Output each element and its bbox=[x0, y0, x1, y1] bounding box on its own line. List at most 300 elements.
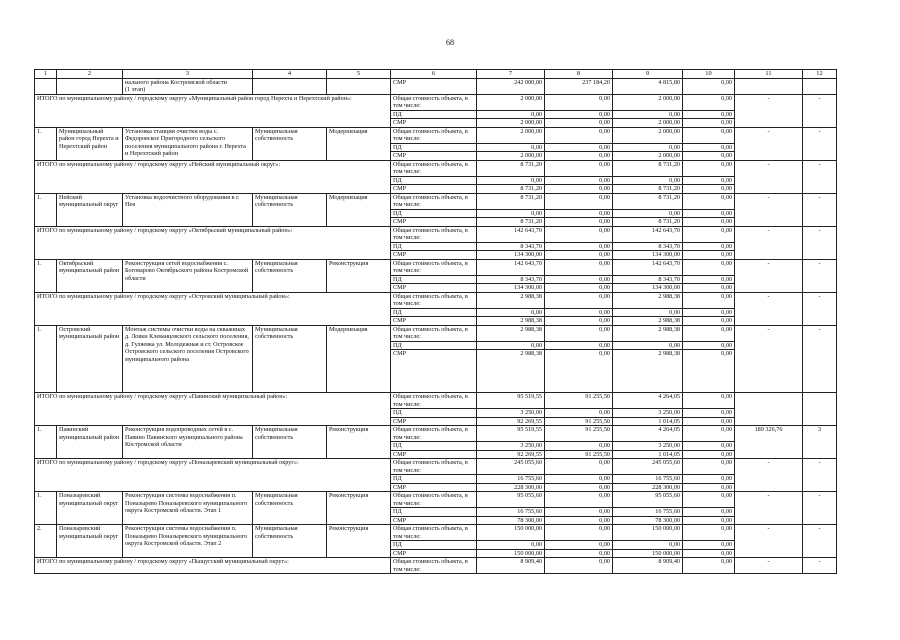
table-cell: Поназыревский муниципальный округ bbox=[57, 492, 123, 525]
table-cell: 228 300,00 bbox=[613, 483, 683, 492]
table-cell: - bbox=[803, 193, 837, 226]
table-cell: Общая стоимость объекта, в том числе: bbox=[391, 127, 477, 143]
table-cell: 16 755,60 bbox=[613, 508, 683, 517]
table-cell: 3 250,00 bbox=[613, 409, 683, 418]
table-cell: - bbox=[735, 259, 803, 292]
table-cell: 0,00 bbox=[683, 110, 735, 119]
table-cell: Общая стоимость объекта, в том числе: bbox=[391, 94, 477, 110]
table-cell: 0,00 bbox=[683, 417, 735, 426]
table-cell: ПД bbox=[391, 508, 477, 517]
table-cell: 0,00 bbox=[477, 341, 545, 350]
column-header: 3 bbox=[123, 70, 253, 79]
table-cell: Установка станции очистки воды с. Федоровское Пригородного сельского поселения муниципального района г. Нерехта и Нерехтский район bbox=[123, 127, 253, 160]
table-cell: 142 643,70 bbox=[477, 226, 545, 242]
table-cell: 0,00 bbox=[613, 143, 683, 152]
table-cell: 1 014,05 bbox=[613, 450, 683, 459]
table-cell: 0,00 bbox=[683, 160, 735, 176]
table-cell: - bbox=[803, 94, 837, 127]
table-cell: 2 988,38 bbox=[613, 325, 683, 341]
column-header: 11 bbox=[735, 70, 803, 79]
table-cell: 0,00 bbox=[683, 78, 735, 94]
table-cell: Модернизация bbox=[327, 127, 391, 160]
table-cell: 78 300,00 bbox=[613, 516, 683, 525]
table-cell: Поназыревский муниципальный округ bbox=[57, 525, 123, 558]
table-cell: СМР bbox=[391, 350, 477, 393]
table-cell: ИТОГО по муниципальному району / городскому округу «Муниципальный район город Нерехта и Нерехтский район»: bbox=[35, 94, 391, 127]
table-cell: Реконструкция водопроводных сетей в с. Павино Павинского муниципального района Костромской области bbox=[123, 426, 253, 459]
table-cell: Реконструкция системы водоснабжения п. Поназырево Поназыревского муниципального округа Костромской области. Этап 1 bbox=[123, 492, 253, 525]
table-cell: СМР bbox=[391, 317, 477, 326]
table-cell: 1 014,05 bbox=[613, 417, 683, 426]
table-cell: Общая стоимость объекта, в том числе: bbox=[391, 292, 477, 308]
table-cell: 0,00 bbox=[683, 549, 735, 558]
table-cell: 0,00 bbox=[683, 94, 735, 110]
table-cell: 0,00 bbox=[683, 442, 735, 451]
table-cell: СМР bbox=[391, 218, 477, 227]
table-cell: 0,00 bbox=[545, 259, 613, 275]
table-cell: - bbox=[735, 226, 803, 259]
table-cell: 91 255,50 bbox=[545, 393, 613, 409]
table-cell: 0,00 bbox=[683, 143, 735, 152]
table-cell: Островский муниципальный район bbox=[57, 325, 123, 393]
table-cell: 0,00 bbox=[545, 341, 613, 350]
table-row bbox=[35, 259, 837, 275]
table-cell: 95 519,55 bbox=[477, 393, 545, 409]
table-cell: ПД bbox=[391, 341, 477, 350]
table-cell: 0,00 bbox=[545, 143, 613, 152]
table-cell: 0,00 bbox=[683, 193, 735, 209]
table-cell: 0,00 bbox=[683, 176, 735, 185]
table-cell bbox=[35, 78, 57, 94]
table-cell: Модернизация bbox=[327, 325, 391, 393]
table-cell: 142 643,70 bbox=[613, 226, 683, 242]
table-cell: - bbox=[735, 160, 803, 193]
table-cell: ПД bbox=[391, 176, 477, 185]
table-cell: 2 988,38 bbox=[477, 325, 545, 341]
table-cell: 0,00 bbox=[683, 541, 735, 550]
table-row bbox=[35, 325, 837, 341]
table-cell: ПД bbox=[391, 541, 477, 550]
table-cell: 0,00 bbox=[545, 127, 613, 143]
table-row bbox=[35, 292, 837, 308]
table-row bbox=[35, 160, 837, 176]
table-cell: 2 000,00 bbox=[477, 119, 545, 128]
table-cell: 0,00 bbox=[545, 275, 613, 284]
table-cell: ИТОГО по муниципальному району / городскому округу «Октябрьский муниципальный район»: bbox=[35, 226, 391, 259]
table-cell: 0,00 bbox=[477, 541, 545, 550]
table-cell: 0,00 bbox=[683, 475, 735, 484]
table-cell: 3 250,00 bbox=[613, 442, 683, 451]
table-cell: 0,00 bbox=[545, 350, 613, 393]
table-cell bbox=[735, 78, 803, 94]
table-cell: 91 255,50 bbox=[545, 426, 613, 442]
table-cell: 2 988,38 bbox=[477, 292, 545, 308]
table-cell: Муниципальная собственность bbox=[253, 426, 327, 459]
table-cell: 0,00 bbox=[683, 558, 735, 574]
table-cell: 0,00 bbox=[477, 176, 545, 185]
table-cell: 0,00 bbox=[545, 218, 613, 227]
table-cell: 0,00 bbox=[545, 160, 613, 176]
table-cell: 95 055,60 bbox=[477, 492, 545, 508]
table-cell: 0,00 bbox=[545, 292, 613, 308]
table-cell: 0,00 bbox=[613, 541, 683, 550]
table-cell: 0,00 bbox=[477, 143, 545, 152]
table-cell: СМР bbox=[391, 417, 477, 426]
table-cell: 16 755,60 bbox=[613, 475, 683, 484]
table-cell: Общая стоимость объекта, в том числе: bbox=[391, 160, 477, 176]
table-cell: Реконструкция bbox=[327, 492, 391, 525]
table-cell: 134 300,00 bbox=[477, 284, 545, 293]
table-cell: 0,00 bbox=[683, 508, 735, 517]
table-cell: 0,00 bbox=[613, 209, 683, 218]
table-cell: ИТОГО по муниципальному району / городскому округу «Павинский муниципальный район»: bbox=[35, 393, 391, 426]
table-cell: 245 055,60 bbox=[613, 459, 683, 475]
table-cell: 150 000,00 bbox=[477, 549, 545, 558]
table-cell: - bbox=[735, 193, 803, 226]
table-cell: 3 250,00 bbox=[477, 409, 545, 418]
table-cell: Общая стоимость объекта, в том числе: bbox=[391, 325, 477, 341]
table-cell: ПД bbox=[391, 242, 477, 251]
table-cell: 0,00 bbox=[545, 308, 613, 317]
table-cell: Муниципальная собственность bbox=[253, 127, 327, 160]
table-cell: 0,00 bbox=[683, 209, 735, 218]
table-cell: Модернизация bbox=[327, 193, 391, 226]
table-cell bbox=[803, 393, 837, 426]
table-cell: 0,00 bbox=[545, 251, 613, 260]
table-cell: - bbox=[803, 226, 837, 259]
table-cell: СМР bbox=[391, 483, 477, 492]
table-cell: Общая стоимость объекта, в том числе: bbox=[391, 393, 477, 409]
table-cell: 1. bbox=[35, 193, 57, 226]
table-cell: СМР bbox=[391, 516, 477, 525]
table-cell: - bbox=[803, 127, 837, 160]
table-cell: ПД bbox=[391, 442, 477, 451]
table-cell: 2 988,38 bbox=[613, 292, 683, 308]
table-cell: СМР bbox=[391, 251, 477, 260]
table-cell: - bbox=[803, 160, 837, 193]
table-cell: - bbox=[803, 259, 837, 292]
table-cell: 0,00 bbox=[545, 492, 613, 508]
table-header-row bbox=[35, 70, 837, 79]
table-cell: 0,00 bbox=[683, 426, 735, 442]
table-cell: СМР bbox=[391, 185, 477, 194]
table-cell: 2 000,00 bbox=[613, 127, 683, 143]
table-cell: 0,00 bbox=[683, 218, 735, 227]
table-cell: ПД bbox=[391, 275, 477, 284]
table-cell: - bbox=[803, 325, 837, 393]
table-cell: 2. bbox=[35, 525, 57, 558]
table-cell: 0,00 bbox=[613, 110, 683, 119]
table-cell: ПД bbox=[391, 209, 477, 218]
table-cell bbox=[803, 78, 837, 94]
table-cell: 2 988,38 bbox=[477, 317, 545, 326]
table-cell bbox=[327, 78, 391, 94]
table-cell: Общая стоимость объекта, в том числе: bbox=[391, 525, 477, 541]
table-cell: 142 643,70 bbox=[613, 259, 683, 275]
table-cell: 150 000,00 bbox=[613, 549, 683, 558]
table-cell: 0,00 bbox=[545, 242, 613, 251]
table-cell: - bbox=[735, 127, 803, 160]
table-cell: - bbox=[803, 292, 837, 325]
table-cell: - bbox=[735, 292, 803, 325]
table-cell: 0,00 bbox=[683, 325, 735, 341]
column-header: 8 bbox=[545, 70, 613, 79]
table-cell: - bbox=[803, 558, 837, 574]
table-cell: 8 343,70 bbox=[477, 242, 545, 251]
table-cell: 150 000,00 bbox=[613, 525, 683, 541]
table-cell: Октябрьский муниципальный район bbox=[57, 259, 123, 292]
table-cell: 237 184,20 bbox=[545, 78, 613, 94]
table-cell: ИТОГО по муниципальному району / городскому округу «Поназыревский муниципальный округ»: bbox=[35, 459, 391, 492]
table-row bbox=[35, 226, 837, 242]
table-cell: ПД bbox=[391, 308, 477, 317]
table-cell: нального района Костромской области (1 этап) bbox=[123, 78, 253, 94]
table-cell: 0,00 bbox=[545, 284, 613, 293]
table-cell: 0,00 bbox=[613, 341, 683, 350]
table-cell: 8 731,20 bbox=[613, 193, 683, 209]
table-cell: Общая стоимость объекта, в том числе: bbox=[391, 193, 477, 209]
table-cell: 0,00 bbox=[545, 226, 613, 242]
table-cell: 0,00 bbox=[545, 409, 613, 418]
table-cell: 0,00 bbox=[545, 549, 613, 558]
table-cell: 8 343,70 bbox=[613, 275, 683, 284]
table-row bbox=[35, 78, 837, 94]
table-cell: 242 000,00 bbox=[477, 78, 545, 94]
table-cell: 0,00 bbox=[683, 152, 735, 161]
column-header: 5 bbox=[327, 70, 391, 79]
table-cell: 0,00 bbox=[683, 251, 735, 260]
table-cell: Нейский муниципальный округ bbox=[57, 193, 123, 226]
table-cell: 0,00 bbox=[683, 492, 735, 508]
table-cell: Муниципальная собственность bbox=[253, 525, 327, 558]
table-cell: - bbox=[735, 94, 803, 127]
table-cell: 4 264,05 bbox=[613, 393, 683, 409]
table-cell: - bbox=[803, 525, 837, 558]
table-cell: ПД bbox=[391, 110, 477, 119]
table-cell: 2 000,00 bbox=[613, 119, 683, 128]
table-cell: 0,00 bbox=[545, 110, 613, 119]
table-cell: 4 815,80 bbox=[613, 78, 683, 94]
table-cell: ИТОГО по муниципальному району / городскому округу «Пыщугский муниципальный округ»: bbox=[35, 558, 391, 574]
table-cell: Реконструкция системы водоснабжения п. Поназырево Поназыревского муниципального округа Костромской области. Этап 2 bbox=[123, 525, 253, 558]
table-cell: 1. bbox=[35, 127, 57, 160]
table-cell: 0,00 bbox=[545, 525, 613, 541]
table-cell: СМР bbox=[391, 119, 477, 128]
table-cell: 3 bbox=[803, 426, 837, 459]
column-header: 10 bbox=[683, 70, 735, 79]
table-cell: 8 909,40 bbox=[613, 558, 683, 574]
table-cell: 8 343,70 bbox=[477, 275, 545, 284]
table-row bbox=[35, 558, 837, 574]
table-cell bbox=[253, 78, 327, 94]
table-cell: 0,00 bbox=[683, 450, 735, 459]
table-cell: 8 731,20 bbox=[477, 193, 545, 209]
table-cell: - bbox=[735, 558, 803, 574]
table-cell: 0,00 bbox=[545, 516, 613, 525]
table-cell: 0,00 bbox=[545, 442, 613, 451]
table-cell: 189 326,76 bbox=[735, 426, 803, 459]
table-cell: 0,00 bbox=[545, 152, 613, 161]
table-cell: 0,00 bbox=[683, 127, 735, 143]
table-cell: - bbox=[803, 459, 837, 492]
table-cell: 0,00 bbox=[545, 176, 613, 185]
table-cell: 0,00 bbox=[683, 185, 735, 194]
table-cell: 150 000,00 bbox=[477, 525, 545, 541]
table-cell: Реконструкция сетей водоснабжения с. Боговарово Октябрьского района Костромской области bbox=[123, 259, 253, 292]
table-cell: 0,00 bbox=[545, 508, 613, 517]
table-row bbox=[35, 94, 837, 110]
table-cell: 0,00 bbox=[683, 242, 735, 251]
table-cell: СМР bbox=[391, 284, 477, 293]
table-cell: 2 000,00 bbox=[613, 94, 683, 110]
table-cell: 78 300,00 bbox=[477, 516, 545, 525]
table-cell: Общая стоимость объекта, в том числе: bbox=[391, 426, 477, 442]
table-cell: - bbox=[735, 325, 803, 393]
table-cell: 8 343,70 bbox=[613, 242, 683, 251]
table-cell: 0,00 bbox=[545, 119, 613, 128]
table-cell: Павинский муниципальный район bbox=[57, 426, 123, 459]
table-row bbox=[35, 525, 837, 541]
table-cell: 8 731,20 bbox=[477, 160, 545, 176]
table-cell: СМР bbox=[391, 78, 477, 94]
table-cell: 16 755,60 bbox=[477, 475, 545, 484]
table-cell: - bbox=[735, 459, 803, 492]
table-cell: 0,00 bbox=[683, 350, 735, 393]
table-cell: 134 300,00 bbox=[477, 251, 545, 260]
table-cell: 134 300,00 bbox=[613, 251, 683, 260]
table-cell: 0,00 bbox=[545, 325, 613, 341]
column-header: 6 bbox=[391, 70, 477, 79]
table-cell: 2 988,38 bbox=[613, 350, 683, 393]
column-header: 4 bbox=[253, 70, 327, 79]
table-cell: Муниципальная собственность bbox=[253, 492, 327, 525]
table-cell: - bbox=[803, 492, 837, 525]
table-row bbox=[35, 127, 837, 143]
table-cell: 2 988,38 bbox=[613, 317, 683, 326]
table-cell: 0,00 bbox=[545, 483, 613, 492]
table-cell: СМР bbox=[391, 152, 477, 161]
table-cell: Реконструкция bbox=[327, 426, 391, 459]
table-cell: 2 000,00 bbox=[613, 152, 683, 161]
investment-table bbox=[34, 69, 837, 574]
table-cell: 8 731,20 bbox=[613, 218, 683, 227]
column-header: 7 bbox=[477, 70, 545, 79]
table-row bbox=[35, 426, 837, 442]
table-cell: 2 000,00 bbox=[477, 152, 545, 161]
table-cell: 0,00 bbox=[683, 119, 735, 128]
table-cell: 3 250,00 bbox=[477, 442, 545, 451]
page-number: 68 bbox=[446, 38, 454, 47]
table-cell: 228 300,00 bbox=[477, 483, 545, 492]
table-cell: 92 269,55 bbox=[477, 417, 545, 426]
table-cell: 0,00 bbox=[613, 308, 683, 317]
table-cell: - bbox=[735, 492, 803, 525]
column-header: 2 bbox=[57, 70, 123, 79]
table-cell: ПД bbox=[391, 475, 477, 484]
table-cell: ПД bbox=[391, 409, 477, 418]
table-cell: 8 731,20 bbox=[477, 218, 545, 227]
table-cell: 1. bbox=[35, 426, 57, 459]
table-cell: - bbox=[735, 525, 803, 558]
table-cell: 0,00 bbox=[545, 94, 613, 110]
table-cell: 95 519,55 bbox=[477, 426, 545, 442]
table-cell: 1. bbox=[35, 259, 57, 292]
table-cell: ПД bbox=[391, 143, 477, 152]
column-header: 1 bbox=[35, 70, 57, 79]
table-cell: 8 731,20 bbox=[613, 160, 683, 176]
table-cell: 0,00 bbox=[545, 317, 613, 326]
table-cell: 92 269,55 bbox=[477, 450, 545, 459]
table-row bbox=[35, 193, 837, 209]
table-cell: 0,00 bbox=[683, 459, 735, 475]
table-cell: Муниципальная собственность bbox=[253, 193, 327, 226]
table-cell: Общая стоимость объекта, в том числе: bbox=[391, 459, 477, 475]
table-cell bbox=[57, 78, 123, 94]
table-cell: Реконструкция bbox=[327, 259, 391, 292]
table-cell: Монтаж системы очистки воды на скважинах д. Ловки Клеванцовского сельского поселения, д. Гуляевка ул. Молодежная и ст. Островское Островского сельского поселения Островского муниципального района bbox=[123, 325, 253, 393]
table-cell: 1. bbox=[35, 492, 57, 525]
table-cell: 4 264,05 bbox=[613, 426, 683, 442]
table-cell: 0,00 bbox=[477, 308, 545, 317]
table-cell: 134 300,00 bbox=[613, 284, 683, 293]
table-cell: 1. bbox=[35, 325, 57, 393]
table-cell: 0,00 bbox=[683, 525, 735, 541]
table-cell: 0,00 bbox=[683, 341, 735, 350]
table-cell: 0,00 bbox=[613, 176, 683, 185]
table-cell: 0,00 bbox=[683, 516, 735, 525]
table-cell: ИТОГО по муниципальному району / городскому округу «Нейский муниципальный округ»: bbox=[35, 160, 391, 193]
column-header: 9 bbox=[613, 70, 683, 79]
table-cell: Муниципальная собственность bbox=[253, 325, 327, 393]
table-cell: СМР bbox=[391, 450, 477, 459]
table-cell: 0,00 bbox=[683, 259, 735, 275]
table-cell: Установка водоочистного оборудования в г. Нея bbox=[123, 193, 253, 226]
table-cell: 0,00 bbox=[683, 393, 735, 409]
table-cell: 8 909,40 bbox=[477, 558, 545, 574]
table-cell: Реконструкция bbox=[327, 525, 391, 558]
table-row bbox=[35, 459, 837, 475]
table-cell: 0,00 bbox=[477, 209, 545, 218]
table-cell: 2 988,38 bbox=[477, 350, 545, 393]
table-cell: 0,00 bbox=[683, 409, 735, 418]
table-cell: 142 643,70 bbox=[477, 259, 545, 275]
table-cell: 2 000,00 bbox=[477, 94, 545, 110]
table-cell: 0,00 bbox=[545, 459, 613, 475]
table-cell: Общая стоимость объекта, в том числе: bbox=[391, 492, 477, 508]
table-cell: Общая стоимость объекта, в том числе: bbox=[391, 259, 477, 275]
table-cell: 0,00 bbox=[683, 292, 735, 308]
table-cell: 0,00 bbox=[683, 317, 735, 326]
table-cell: 0,00 bbox=[545, 193, 613, 209]
table-cell: 91 255,50 bbox=[545, 417, 613, 426]
table-cell: 16 755,60 bbox=[477, 508, 545, 517]
table-cell: Муниципальная собственность bbox=[253, 259, 327, 292]
table-cell: 0,00 bbox=[683, 483, 735, 492]
table-cell: 0,00 bbox=[683, 284, 735, 293]
table-cell: 0,00 bbox=[477, 110, 545, 119]
table-cell: 91 255,50 bbox=[545, 450, 613, 459]
table-cell: 2 000,00 bbox=[477, 127, 545, 143]
table-cell: 0,00 bbox=[545, 185, 613, 194]
table-cell: 0,00 bbox=[683, 308, 735, 317]
table-cell: ИТОГО по муниципальному району / городскому округу «Островский муниципальный район»: bbox=[35, 292, 391, 325]
column-header: 12 bbox=[803, 70, 837, 79]
table-cell: 8 731,20 bbox=[613, 185, 683, 194]
table-cell: Муниципальный район город Нерехта и Нерехтский район bbox=[57, 127, 123, 160]
table-cell: 0,00 bbox=[545, 475, 613, 484]
table-cell: 0,00 bbox=[683, 226, 735, 242]
table-cell bbox=[735, 393, 803, 426]
